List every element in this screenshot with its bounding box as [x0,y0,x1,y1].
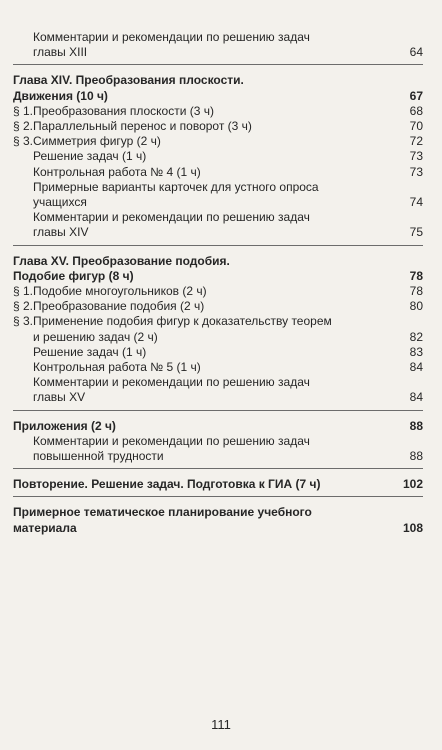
toc-entry [13,225,423,240]
section-mark: § 2. [13,299,34,314]
toc-entry [13,449,423,464]
section-mark: § 1. [13,103,34,118]
entry-title: главы XIV [33,225,89,240]
entry-page-number: 75 [409,225,423,240]
toc-entry [13,434,423,449]
toc-entry [13,180,423,195]
entry-title: Глава XIV. Преобразования плоскости. [13,73,244,88]
entry-title: Комментарии и рекомендации по решению задач [33,210,310,225]
entry-title: Применение подобия фигур к доказательству теорем [33,314,332,329]
entry-title: Параллельный перенос и поворот (3 ч) [33,119,252,134]
toc-section [13,505,423,539]
entry-title: Повторение. Решение задач. Подготовка к ГИА (7 ч) [13,477,321,492]
entry-page-number: 78 [409,284,423,299]
entry-page-number: 80 [409,299,423,314]
toc-section [13,73,423,245]
toc-entry [13,210,423,225]
toc-entry [13,299,423,314]
entry-page-number: 73 [409,149,423,164]
toc-entry [13,330,423,345]
entry-page-number: 73 [409,164,423,179]
toc-entry [13,284,423,299]
toc-entry [13,314,423,329]
entry-page-number: 84 [409,390,423,405]
entry-title: Глава XV. Преобразование подобия. [13,253,230,268]
toc-entry [13,89,423,104]
section-mark: § 2. [13,119,34,134]
section-mark: § 3. [13,134,34,149]
entry-title: Контрольная работа № 4 (1 ч) [33,164,201,179]
toc-entry [13,30,423,45]
entry-title: и решению задач (2 ч) [33,329,158,344]
toc-entry [13,73,423,88]
entry-page-number: 88 [409,449,423,464]
toc-entry [13,254,423,269]
entry-title: Симметрия фигур (2 ч) [33,134,161,149]
entry-page-number: 78 [409,268,423,283]
entry-title: Комментарии и рекомендации по решению задач [33,433,310,448]
entry-title: Контрольная работа № 5 (1 ч) [33,360,201,375]
toc-entry [13,521,423,536]
page-number: 111 [211,717,231,732]
toc-entry [13,345,423,360]
toc-entry [13,104,423,119]
toc-entry [13,269,423,284]
entry-page-number: 83 [409,344,423,359]
entry-page-number: 82 [409,329,423,344]
entry-title: Приложения (2 ч) [13,418,116,433]
entry-page-number: 70 [409,119,423,134]
toc-entry [13,360,423,375]
toc-entry [13,505,423,520]
entry-title: Подобие многоугольников (2 ч) [33,284,207,299]
entry-page-number: 68 [409,103,423,118]
entry-title: Комментарии и рекомендации по решению задач [33,375,310,390]
toc-entry [13,134,423,149]
entry-page-number: 102 [402,477,423,492]
section-mark: § 1. [13,284,34,299]
entry-title: Преобразование подобия (2 ч) [33,299,205,314]
toc-section [13,477,423,497]
entry-title: Решение задач (1 ч) [33,344,147,359]
entry-title: Примерные варианты карточек для устного опроса [33,179,319,194]
entry-title: Преобразования плоскости (3 ч) [33,103,215,118]
entry-page-number: 64 [409,45,423,60]
toc-entry [13,45,423,60]
toc-entry [13,390,423,405]
entry-title: материала [13,520,77,535]
entry-page-number: 72 [409,134,423,149]
entry-title: Подобие фигур (8 ч) [13,268,134,283]
toc-entry [13,149,423,164]
entry-page-number: 67 [409,88,423,103]
entry-title: учащихся [33,195,87,210]
section-mark: § 3. [13,314,34,329]
entry-page-number: 74 [409,195,423,210]
toc-section [13,419,423,470]
toc-entry [13,419,423,434]
entry-page-number: 108 [402,520,423,535]
toc-entry [13,195,423,210]
entry-title: главы XIII [33,45,88,60]
entry-page-number: 84 [409,360,423,375]
entry-title: Комментарии и рекомендации по решению задач [33,30,310,44]
entry-title: главы XV [33,390,86,405]
entry-title: повышенной трудности [33,449,164,464]
entry-title: Примерное тематическое планирование учебного [13,505,312,520]
toc-section [13,30,423,65]
entry-title: Решение задач (1 ч) [33,149,147,164]
toc-entry [13,375,423,390]
entry-title: Движения (10 ч) [13,88,108,103]
toc-entry [13,165,423,180]
table-of-contents [13,30,423,548]
toc-entry [13,119,423,134]
toc-section [13,254,423,411]
toc-entry [13,477,423,492]
entry-page-number: 88 [409,418,423,433]
